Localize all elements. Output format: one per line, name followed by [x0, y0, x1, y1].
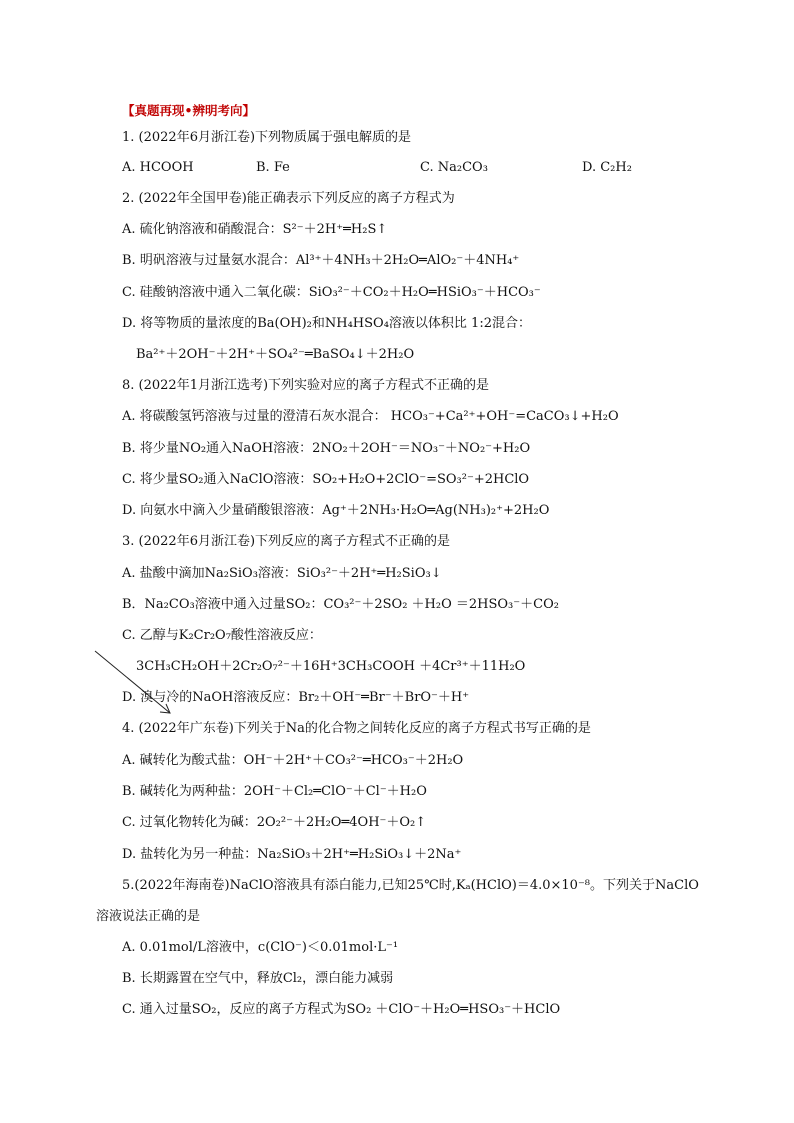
q2-option-c: C. 硅酸钠溶液中通入二氧化碳：SiO₃²⁻＋CO₂＋H₂O═HSiO₃⁻＋HCO₃⁻ — [122, 285, 541, 300]
q1-option-a: A. HCOOH — [122, 160, 194, 175]
q5-stem-continued: 溶液说法正确的是 — [96, 909, 201, 924]
q8-option-b: B. 将少量NO₂通入NaOH溶液：2NO₂＋2OH⁻＝NO₃⁻＋NO₂⁻+H₂O — [122, 441, 531, 456]
q4-option-c: C. 过氧化物转化为碱：2O₂²⁻＋2H₂O═4OH⁻＋O₂↑ — [122, 815, 427, 830]
q4-option-d: D. 盐转化为另一种盐：Na₂SiO₃＋2H⁺═H₂SiO₃↓＋2Na⁺ — [122, 847, 462, 862]
q1-stem: 1. (2022年6月浙江卷)下列物质属于强电解质的是 — [122, 130, 412, 145]
q3-option-b: B．Na₂CO₃溶液中通入过量SO₂：CO₃²⁻＋2SO₂ ＋H₂O ＝2HSO₃⁻＋CO₂ — [122, 597, 559, 612]
q3-option-d: D. 溴与冷的NaOH溶液反应：Br₂＋OH⁻═Br⁻＋BrO⁻＋H⁺ — [122, 690, 470, 705]
q5-option-c: C. 通入过量SO₂，反应的离子方程式为SO₂ ＋ClO⁻＋H₂O═HSO₃⁻＋HClO — [122, 1002, 561, 1017]
q5-option-b: B. 长期露置在空气中，释放Cl₂，漂白能力减弱 — [122, 971, 394, 986]
q1-option-d: D. C₂H₂ — [582, 160, 632, 175]
q1-option-b: B. Fe — [256, 160, 290, 175]
q5-stem: 5.(2022年海南卷)NaClO溶液具有添白能力,已知25℃时,Kₐ(HClO)＝4.0×10⁻⁸。下列关于NaClO — [122, 878, 699, 893]
q3-stem: 3. (2022年6月浙江卷)下列反应的离子方程式不正确的是 — [122, 534, 451, 549]
q8-option-d: D. 向氨水中滴入少量硝酸银溶液：Ag⁺＋2NH₃·H₂O═Ag(NH₃)₂⁺+2H₂O — [122, 503, 550, 518]
q8-stem: 8. (2022年1月浙江选考)下列实验对应的离子方程式不正确的是 — [122, 378, 490, 393]
q1-option-c: C. Na₂CO₃ — [420, 160, 488, 175]
q2-stem: 2. (2022年全国甲卷)能正确表示下列反应的离子方程式为 — [122, 191, 455, 206]
q3-option-c: C. 乙醇与K₂Cr₂O₇酸性溶液反应： — [122, 628, 322, 643]
q2-option-d-equation: Ba²⁺＋2OH⁻＋2H⁺＋SO₄²⁻═BaSO₄↓＋2H₂O — [136, 347, 415, 362]
q4-option-b: B. 碱转化为两种盐：2OH⁻＋Cl₂═ClO⁻＋Cl⁻＋H₂O — [122, 784, 427, 799]
q8-option-a: A. 将碳酸氢钙溶液与过量的澄清石灰水混合： HCO₃⁻+Ca²⁺+OH⁻=CaCO₃↓+H₂O — [122, 409, 619, 424]
q2-option-d: D. 将等物质的量浓度的Ba(OH)₂和NH₄HSO₄溶液以体积比 1:2混合： — [122, 316, 531, 331]
q2-option-a: A. 硫化钠溶液和硝酸混合：S²⁻＋2H⁺═H₂S↑ — [122, 222, 388, 237]
q2-option-b: B. 明矾溶液与过量氨水混合：Al³⁺＋4NH₃＋2H₂O═AlO₂⁻＋4NH₄⁺ — [122, 253, 520, 268]
q3-option-a: A. 盐酸中滴加Na₂SiO₃溶液：SiO₃²⁻＋2H⁺═H₂SiO₃↓ — [122, 566, 442, 581]
q3-option-c-equation: 3CH₃CH₂OH＋2Cr₂O₇²⁻＋16H⁺3CH₃COOH ＋4Cr³⁺＋11H₂O — [136, 659, 526, 674]
q5-option-a: A. 0.01mol/L溶液中，c(ClO⁻)＜0.01mol·L⁻¹ — [122, 940, 399, 955]
q4-stem: 4. (2022年广东卷)下列关于Na的化合物之间转化反应的离子方程式书写正确的是 — [122, 721, 591, 736]
q8-option-c: C. 将少量SO₂通入NaClO溶液：SO₂+H₂O+2ClO⁻=SO₃²⁻+2HClO — [122, 472, 530, 487]
q4-option-a: A. 碱转化为酸式盐：OH⁻＋2H⁺＋CO₃²⁻═HCO₃⁻＋2H₂O — [122, 753, 464, 768]
section-heading: 【真题再现•辨明考向】 — [122, 103, 255, 118]
